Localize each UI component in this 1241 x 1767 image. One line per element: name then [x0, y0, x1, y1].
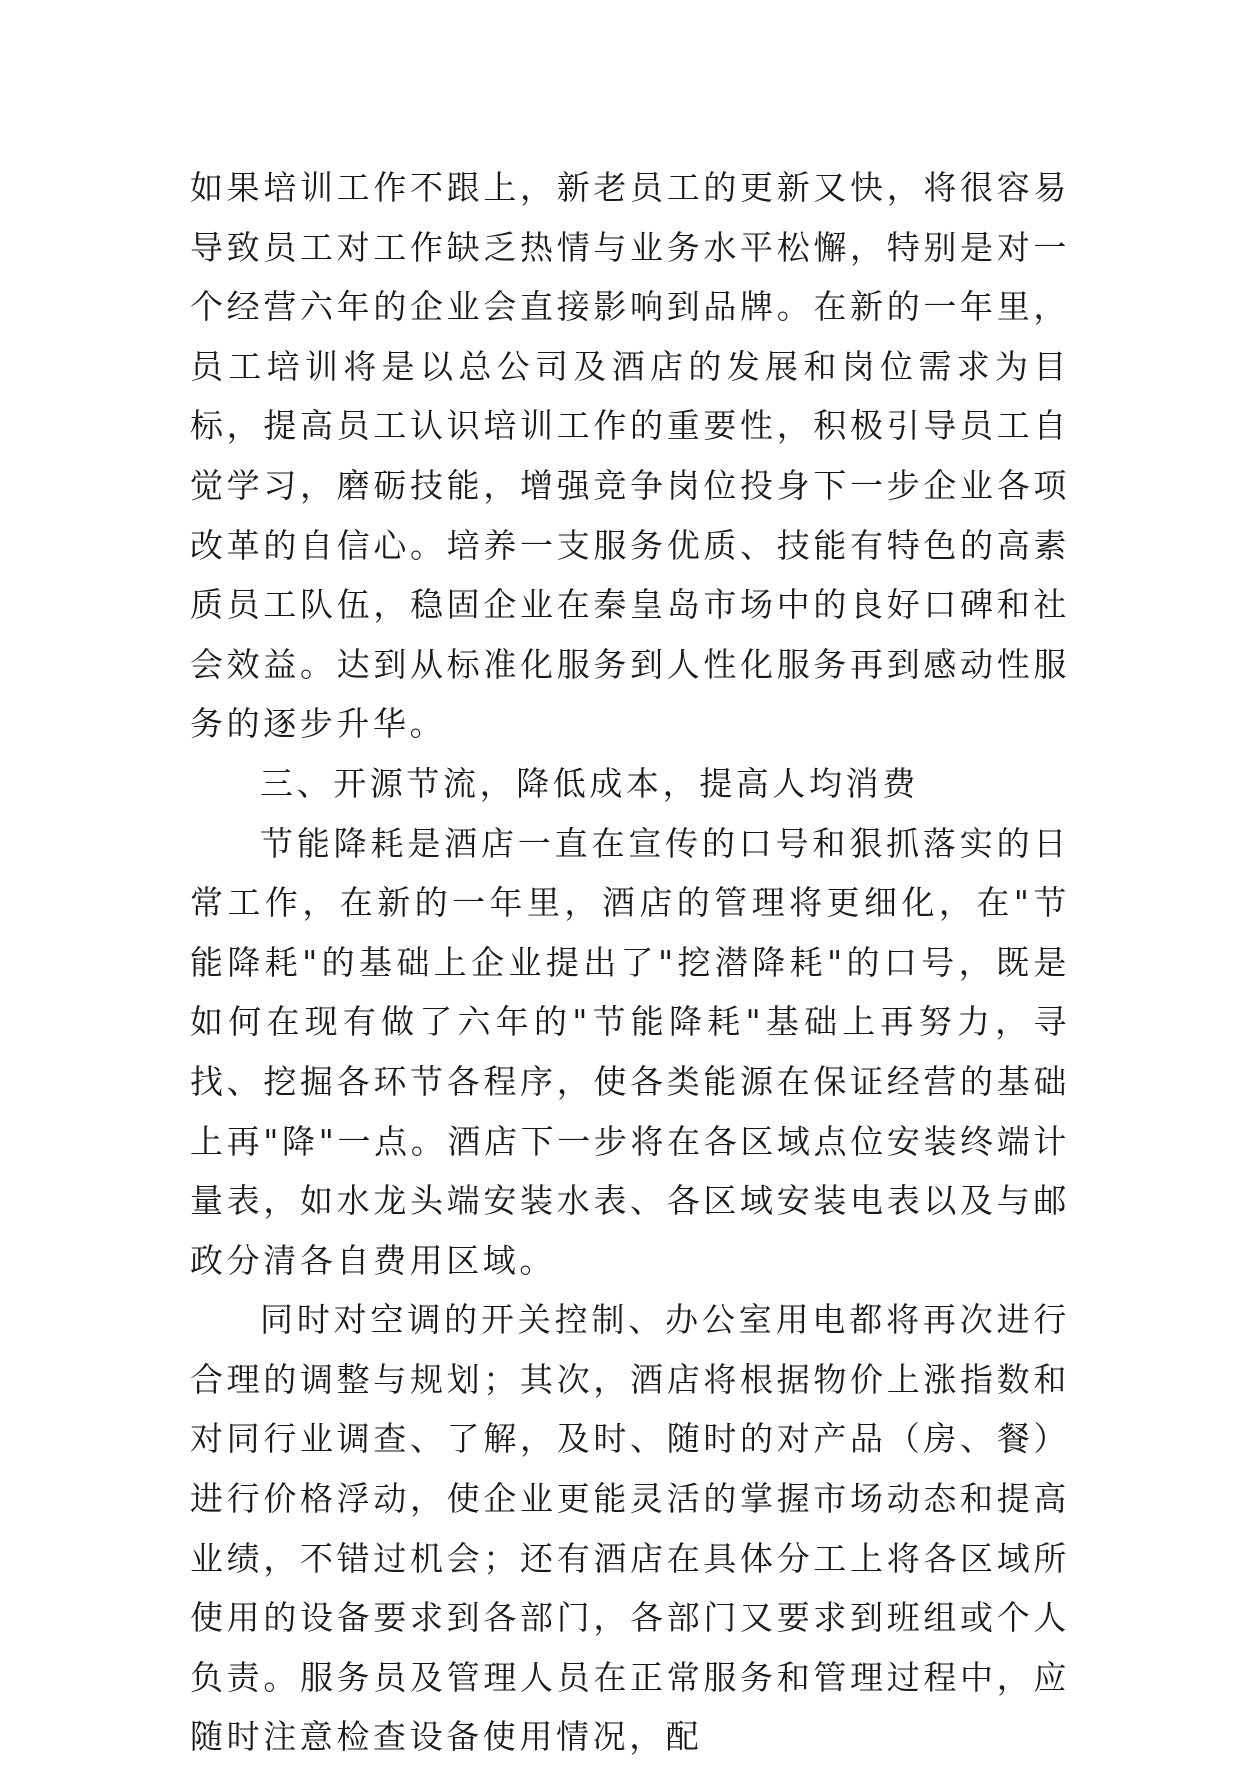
document-body — [190, 158, 1070, 1767]
paragraph-energy-saving: 节能降耗是酒店一直在宣传的口号和狠抓落实的日常工作，在新的一年里，酒店的管理将更细化，在"节能降耗"的基础上企业提出了"挖潜降耗"的口号，既是如何在现有做了六年的"节能降耗"基础上再努力，寻找、挖掘各环节各程序，使各类能源在保证经营的基础上再"降"一点。酒店下一步将在各区域点位安装终端计量表，如水龙头端安装水表、各区域安装电表以及与邮政分清各自费用区域。 — [190, 823, 1070, 1280]
paragraph-training: 如果培训工作不跟上，新老员工的更新又快，将很容易导致员工对工作缺乏热情与业务水平松懈，特别是对一个经营六年的企业会直接影响到品牌。在新的一年里，员工培训将是以总公司及酒店的发展和岗位需求为目标，提高员工认识培训工作的重要性，积极引导员工自觉学习，磨砺技能，增强竞争岗位投身下一步企业各项改革的自信心。培养一支服务优质、技能有特色的高素质员工队伍，稳固企业在秦皇岛市场中的良好口碑和社会效益。达到从标准化服务到人性化服务再到感动性服务的逐步升华。 — [190, 168, 1070, 744]
section-heading-cost-reduction: 三、开源节流，降低成本，提高人均消费 — [260, 763, 919, 803]
paragraph-air-conditioning: 同时对空调的开关控制、办公室用电都将再次进行合理的调整与规划；其次，酒店将根据物价上涨指数和对同行业调查、了解，及时、随时的对产品（房、餐）进行价格浮动，使企业更能灵活的掌握市场动态和提高业绩，不错过机会；还有酒店在具体分工上将各区域所使用的设备要求到各部门，各部门又要求到班组或个人负责。服务员及管理人员在正常服务和管理过程中，应随时注意检查设备使用情况，配 — [190, 1300, 1070, 1757]
